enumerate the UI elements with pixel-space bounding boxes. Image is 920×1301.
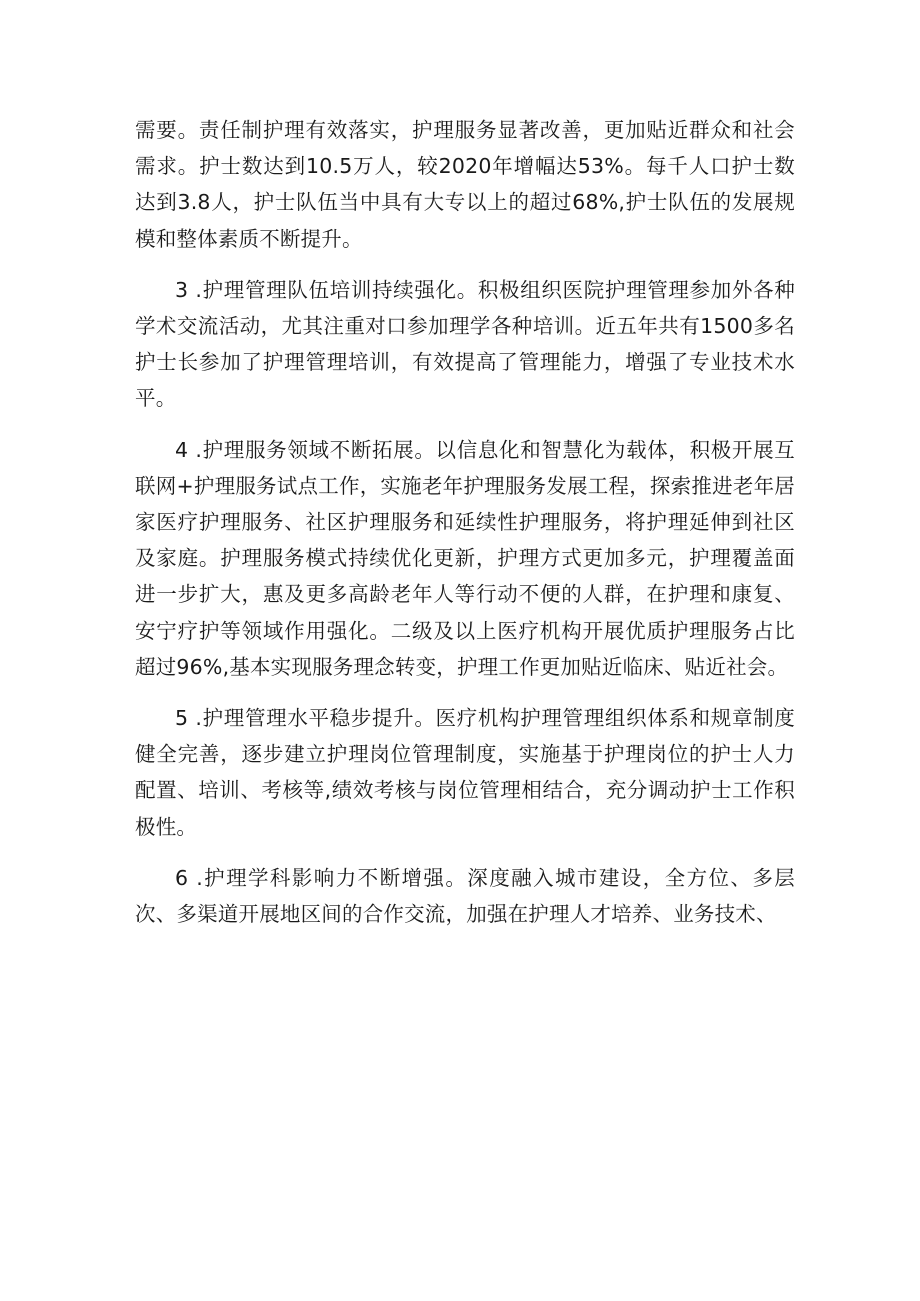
document-body: [135, 112, 795, 947]
paragraph-5-management-level: 5 .护理管理水平稳步提升。医疗机构护理管理组织体系和规章制度健全完善，逐步建立护理岗位管理制度，实施基于护理岗位的护士人力配置、培训、考核等,绩效考核与岗位管理相结合，充分调动护士工作积极性。: [135, 706, 795, 839]
paragraph-continuation: 需要。责任制护理有效落实，护理服务显著改善，更加贴近群众和社会需求。护士数达到10.5万人，较2020年增幅达53%。每千人口护士数达到3.8人，护士队伍当中具有大专以上的超过68%,护士队伍的发展规模和整体素质不断提升。: [135, 118, 795, 251]
paragraph-3-management-training: 3 .护理管理队伍培训持续强化。积极组织医院护理管理参加外各种学术交流活动，尤其注重对口参加理学各种培训。近五年共有1500多名护士长参加了护理管理培训，有效提高了管理能力，增强了专业技术水平。: [135, 277, 795, 411]
paragraph-4-service-expansion: 4 .护理服务领域不断拓展。以信息化和智慧化为载体，积极开展互联网+护理服务试点工作，实施老年护理服务发展工程，探索推进老年居家医疗护理服务、社区护理服务和延续性护理服务，将护理延伸到社区及家庭。护理服务模式持续优化更新，护理方式更加多元，护理覆盖面进一步扩大，惠及更多高龄老年人等行动不便的人群，在护理和康复、安宁疗护等领域作用强化。二级及以上医疗机构开展优质护理服务占比超过96%,基本实现服务理念转变，护理工作更加贴近临床、贴近社会。: [135, 437, 795, 679]
paragraph-6-discipline-influence: 6 .护理学科影响力不断增强。深度融入城市建设，全方位、多层次、多渠道开展地区间的合作交流，加强在护理人才培养、业务技术、: [135, 865, 795, 927]
